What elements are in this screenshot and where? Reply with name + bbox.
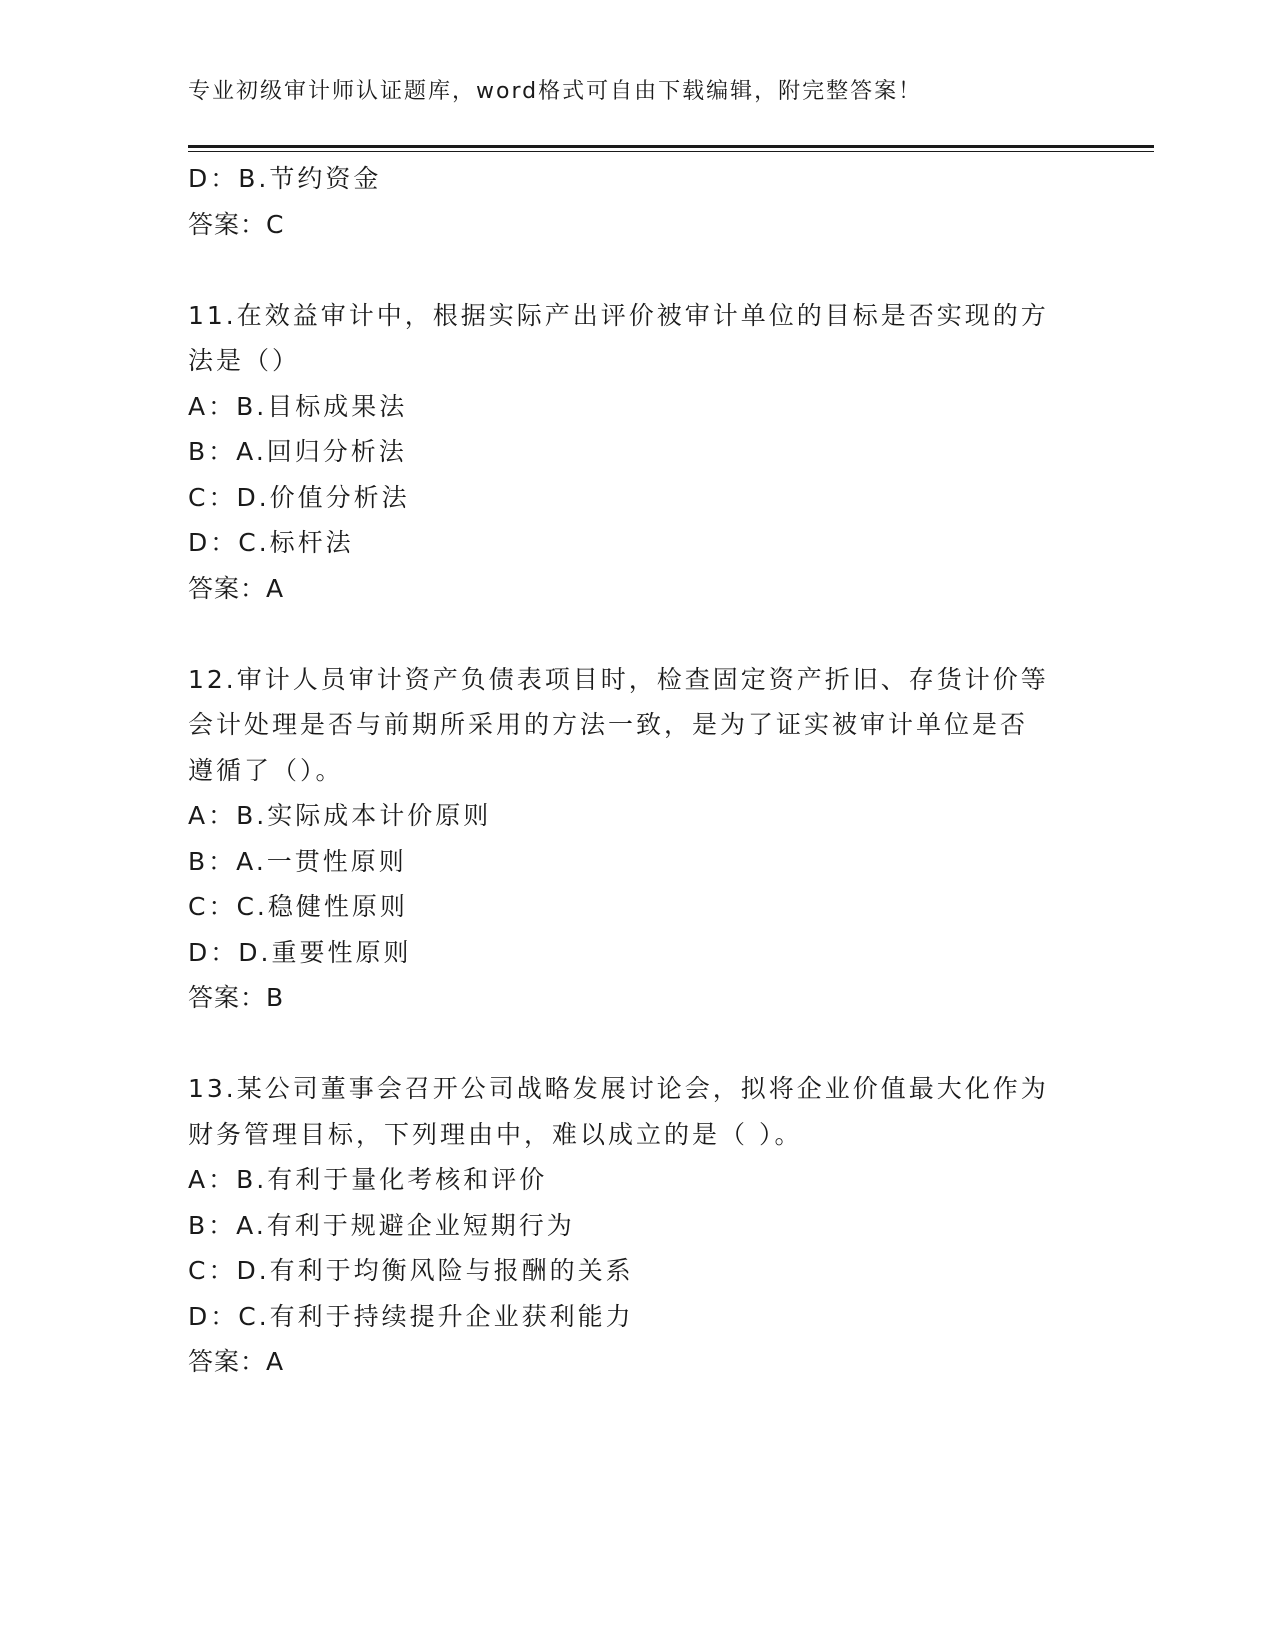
option-line: B：A.回归分析法 bbox=[188, 437, 407, 466]
option-line: D：C.有利于持续提升企业获利能力 bbox=[188, 1301, 634, 1331]
spacer bbox=[188, 247, 1088, 293]
option-line: A：B.实际成本计价原则 bbox=[188, 801, 492, 830]
question-stem-line: 财务管理目标，下列理由中，难以成立的是（ ）。 bbox=[188, 1119, 803, 1149]
option-line: B：A.有利于规避企业短期行为 bbox=[188, 1210, 575, 1240]
spacer bbox=[188, 611, 1088, 657]
option-line: A：B.目标成果法 bbox=[188, 391, 408, 421]
question-block bbox=[188, 1066, 1088, 1385]
option-line: A：B.有利于量化考核和评价 bbox=[188, 1165, 548, 1194]
question-block bbox=[188, 657, 1088, 1021]
header-note: 专业初级审计师认证题库，word格式可自由下载编辑，附完整答案！ bbox=[188, 79, 923, 104]
option-line: C：C.稳健性原则 bbox=[188, 892, 408, 921]
question-stem-line: 遵循了（）。 bbox=[188, 755, 344, 785]
question-block bbox=[188, 293, 1088, 612]
answer-line: 答案：A bbox=[188, 573, 285, 603]
question-stem-line: 会计处理是否与前期所采用的方法一致，是为了证实被审计单位是否 bbox=[188, 710, 1029, 739]
header-rule-thin bbox=[188, 151, 1154, 152]
option-line: C：D.有利于均衡风险与报酬的关系 bbox=[188, 1256, 634, 1285]
option-line: D：C.标杆法 bbox=[188, 528, 354, 557]
carryover-block bbox=[188, 156, 1088, 247]
question-stem-line: 13.某公司董事会召开公司战略发展讨论会，拟将企业价值最大化作为 bbox=[188, 1074, 1049, 1103]
answer-line: 答案：A bbox=[188, 1347, 285, 1376]
answer-line: 答案：C bbox=[188, 209, 285, 239]
header-rule-thick bbox=[188, 145, 1154, 148]
option-line: D：B.节约资金 bbox=[188, 164, 382, 193]
question-stem-line: 11.在效益审计中，根据实际产出评价被审计单位的目标是否实现的方 bbox=[188, 300, 1049, 330]
option-line: D：D.重要性原则 bbox=[188, 937, 412, 967]
option-line: C：D.价值分析法 bbox=[188, 482, 410, 512]
option-line: B：A.一贯性原则 bbox=[188, 846, 407, 876]
question-stem-line: 法是（） bbox=[188, 346, 301, 375]
answer-line: 答案：B bbox=[188, 983, 285, 1012]
spacer bbox=[188, 1021, 1088, 1067]
question-stem-line: 12.审计人员审计资产负债表项目时，检查固定资产折旧、存货计价等 bbox=[188, 664, 1049, 694]
page-content bbox=[188, 156, 1088, 1385]
